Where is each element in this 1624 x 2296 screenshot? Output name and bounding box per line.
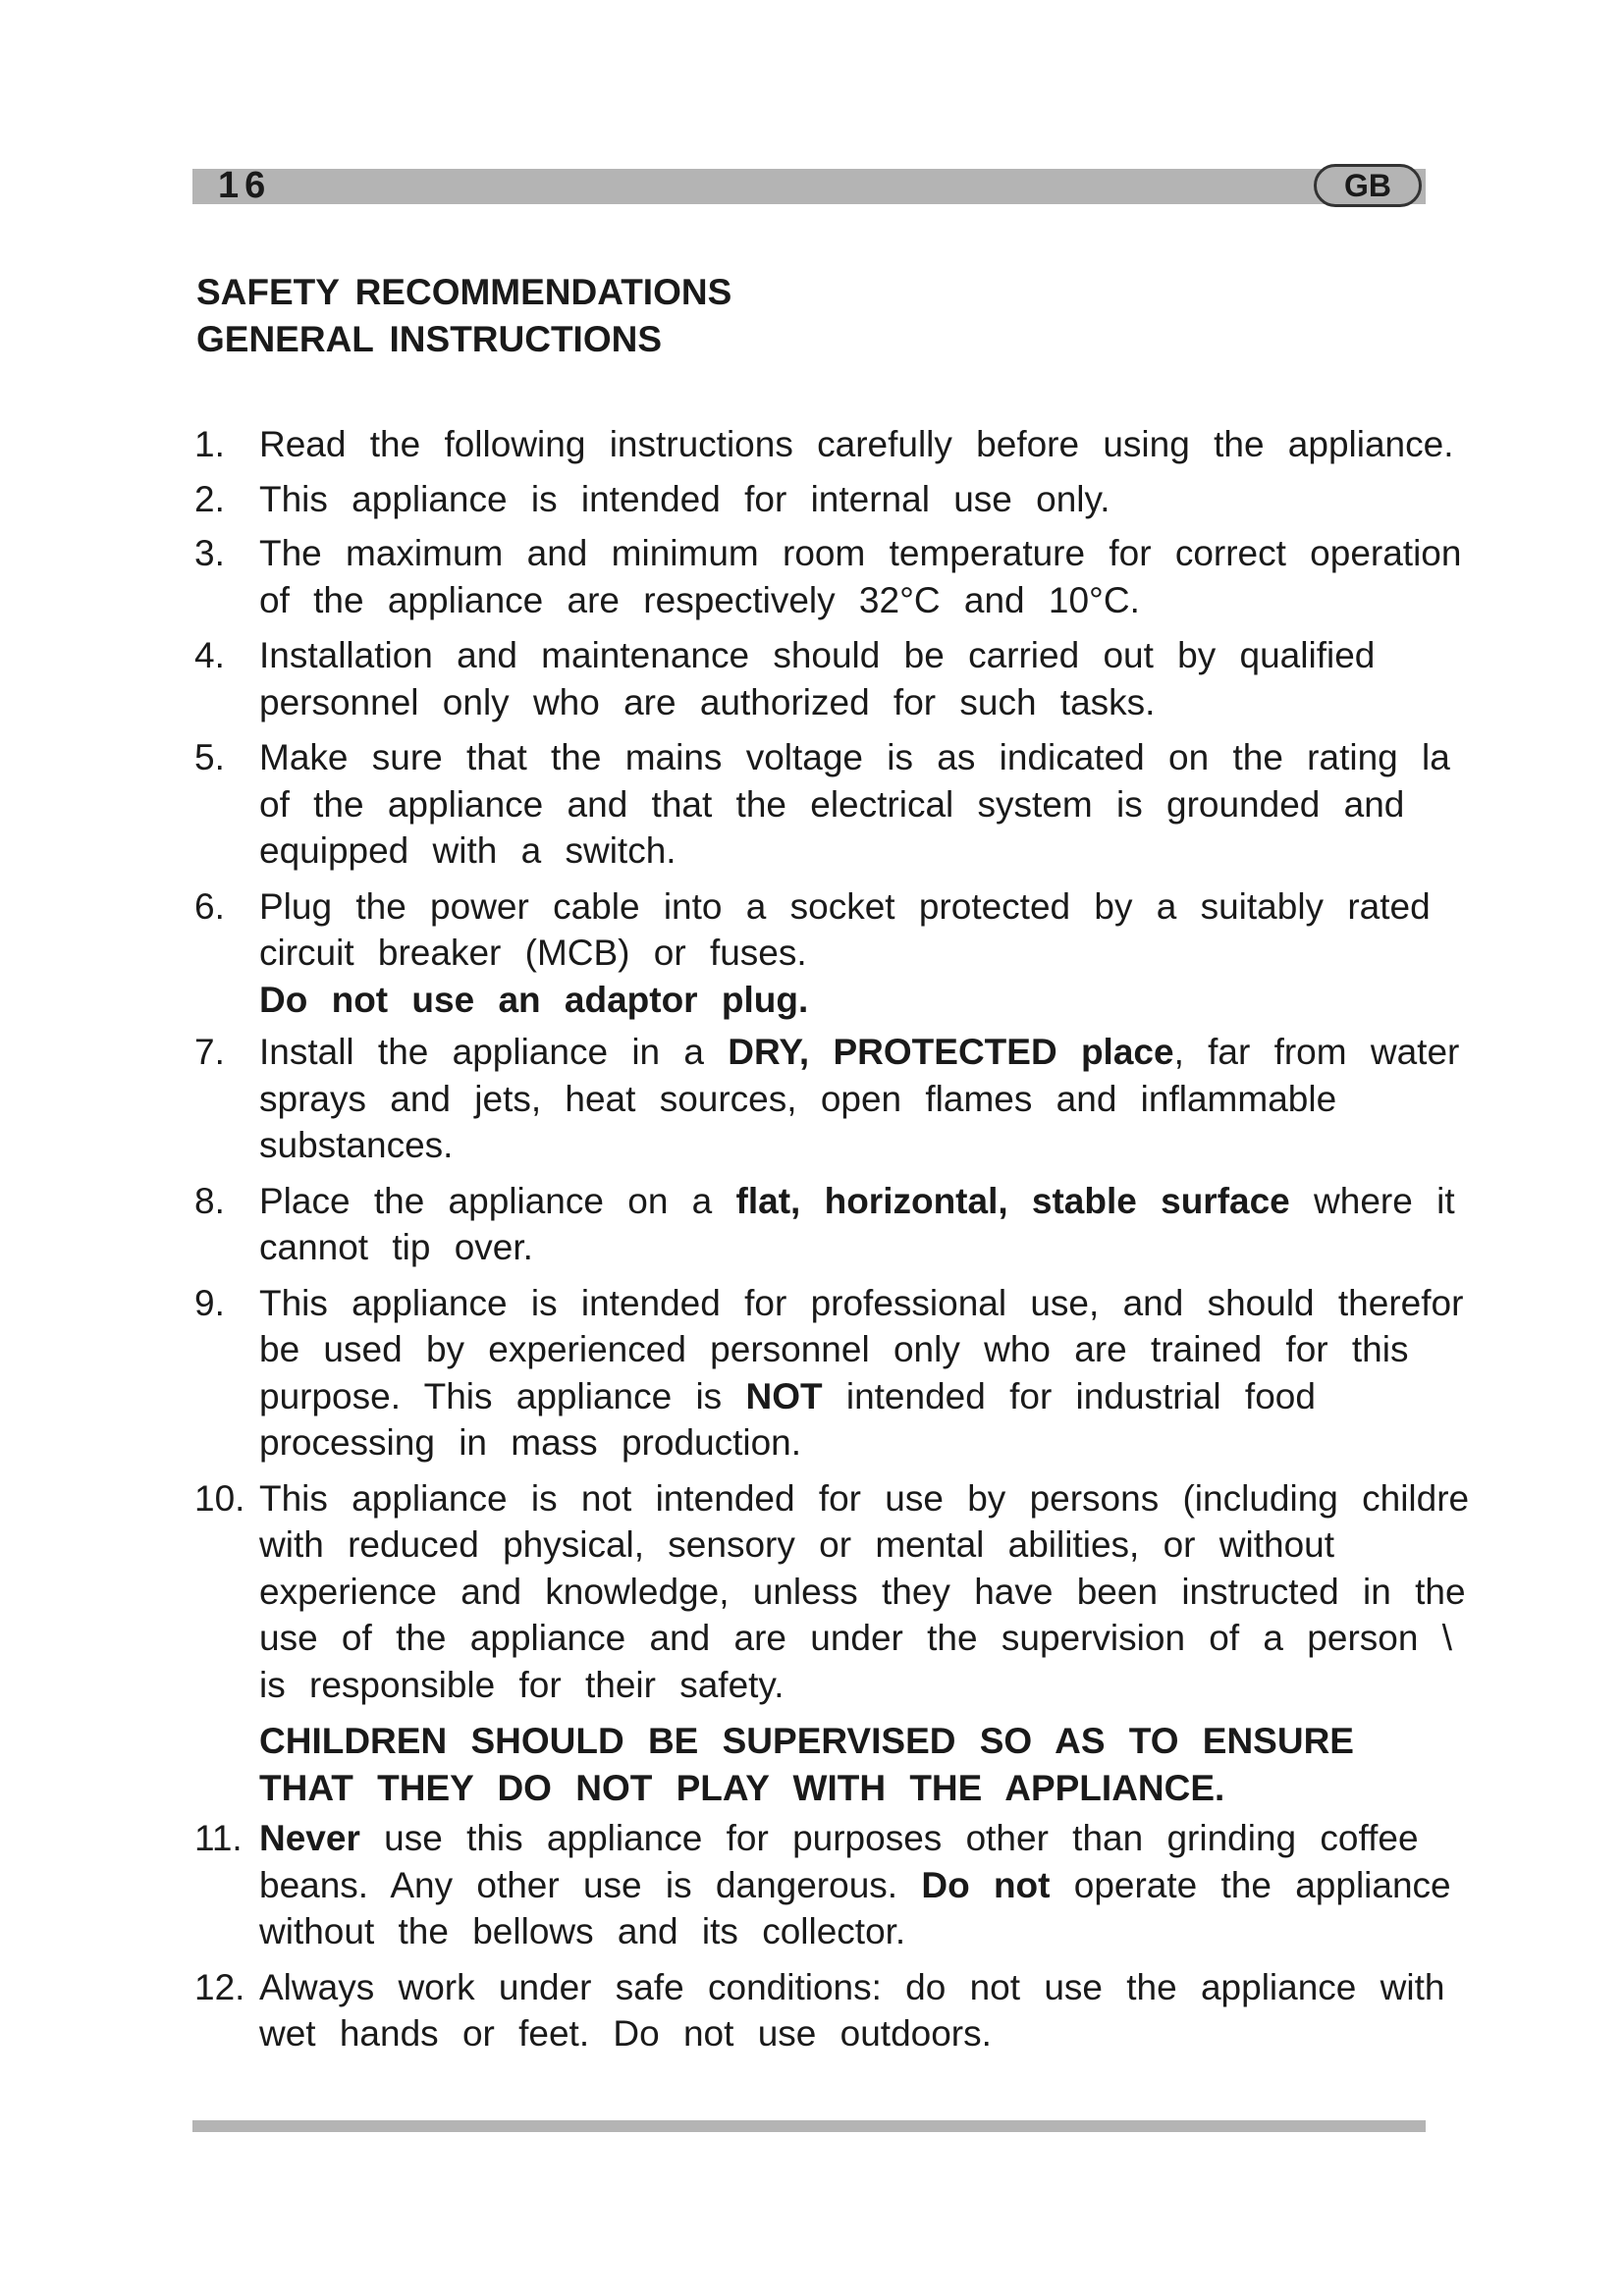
item-number: 1. [194,424,225,464]
item-text: Place the appliance on a [259,1180,736,1221]
list-item [194,1815,1589,1955]
item-text: , far from water [1173,1032,1460,1072]
list-item [194,421,1589,468]
item-text: cannot tip over. [259,1227,533,1267]
warning-text: CHILDREN SHOULD BE SUPERVISED SO AS TO ENSURE [259,1721,1354,1761]
item-text: personnel only who are authorized for such tasks. [259,681,1156,722]
item-text: experience and knowledge, unless they have been instructed in the [259,1571,1466,1612]
item-text: be used by experienced personnel only who are trained for this [259,1329,1409,1369]
item-text: of the appliance and that the electrical system is grounded and [259,783,1405,825]
item-number: 6. [194,885,225,927]
item-number: 12. [194,1966,245,2007]
item-text: processing in mass production. [259,1422,802,1463]
list-item [194,1280,1589,1467]
item-text: without the bellows and its collector. [259,1911,906,1951]
emphasis-text: Never [259,1818,360,1858]
title-line-2: GENERAL INSTRUCTIONS [196,319,663,359]
item-text: circuit breaker (MCB) or fuses. [259,933,807,973]
item-text: Install the appliance in a [259,1032,729,1072]
item-text: This appliance is intended for internal use only. [259,478,1110,519]
item-text: operate the appliance [1050,1864,1451,1905]
list-item [194,883,1589,1024]
item-text: substances. [259,1125,454,1165]
header-bar [192,169,1426,204]
title-line-1: SAFETY RECOMMENDATIONS [196,272,732,312]
item-text: Read the following instructions carefully before using the appliance. [259,424,1454,464]
item-text: Installation and maintenance should be carried out by qualified [259,635,1376,675]
list-item [194,1029,1589,1169]
item-text: Always work under safe conditions: do not use the appliance with [259,1966,1445,2007]
instruction-list [194,421,1589,2066]
item-number: 3. [194,533,225,573]
list-item [194,1964,1589,2057]
item-number: 2. [194,478,225,519]
emphasis-text: NOT [745,1375,823,1416]
item-text: equipped with a switch. [259,830,677,871]
item-number: 9. [194,1282,225,1323]
warning-text: Do not use an adaptor plug. [259,979,809,1020]
item-number: 10. [194,1477,245,1519]
item-text: beans. Any other use is dangerous. [259,1864,922,1905]
item-text: use this appliance for purposes other than grinding coffee [359,1818,1419,1858]
item-text: where it [1289,1180,1455,1221]
item-number: 4. [194,635,225,675]
item-text: Make sure that the mains voltage is as indicated on the rating la [259,737,1450,777]
emphasis-text: DRY, PROTECTED place [728,1032,1174,1072]
list-item [194,1178,1589,1271]
emphasis-text: flat, horizontal, stable surface [735,1180,1290,1221]
warning-text: THAT THEY DO NOT PLAY WITH THE APPLIANCE. [259,1767,1225,1808]
footer-bar [192,2120,1426,2132]
list-item [194,1475,1589,1812]
item-number: 11. [194,1818,243,1858]
item-text: wet hands or feet. Do not use outdoors. [259,2013,992,2054]
item-number: 8. [194,1180,225,1221]
page-title [196,269,731,363]
language-badge: GB [1314,164,1422,207]
item-text: with reduced physical, sensory or mental abilities, or without [259,1524,1335,1565]
item-text: This appliance is intended for professional use, and should therefor [259,1282,1464,1323]
list-item [194,530,1589,623]
item-text: Plug the power cable into a socket protected by a suitably rated [259,885,1431,927]
list-item [194,476,1589,523]
item-text: The maximum and minimum room temperature for correct operation [259,533,1462,573]
list-item [194,734,1589,875]
item-text: sprays and jets, heat sources, open flames and inflammable [259,1078,1337,1119]
page-number: 16 [218,165,272,206]
item-text: This appliance is not intended for use by persons (including childre [259,1477,1470,1519]
item-number: 7. [194,1032,225,1072]
item-number: 5. [194,737,225,777]
item-text: intended for industrial food [822,1375,1316,1416]
item-text: is responsible for their safety. [259,1664,785,1705]
item-text: use of the appliance and are under the supervision of a person \ [259,1618,1452,1658]
item-text: purpose. This appliance is [259,1375,746,1416]
list-item [194,632,1589,725]
item-text: of the appliance are respectively 32°C and 10°C. [259,579,1140,620]
emphasis-text: Do not [921,1864,1051,1905]
